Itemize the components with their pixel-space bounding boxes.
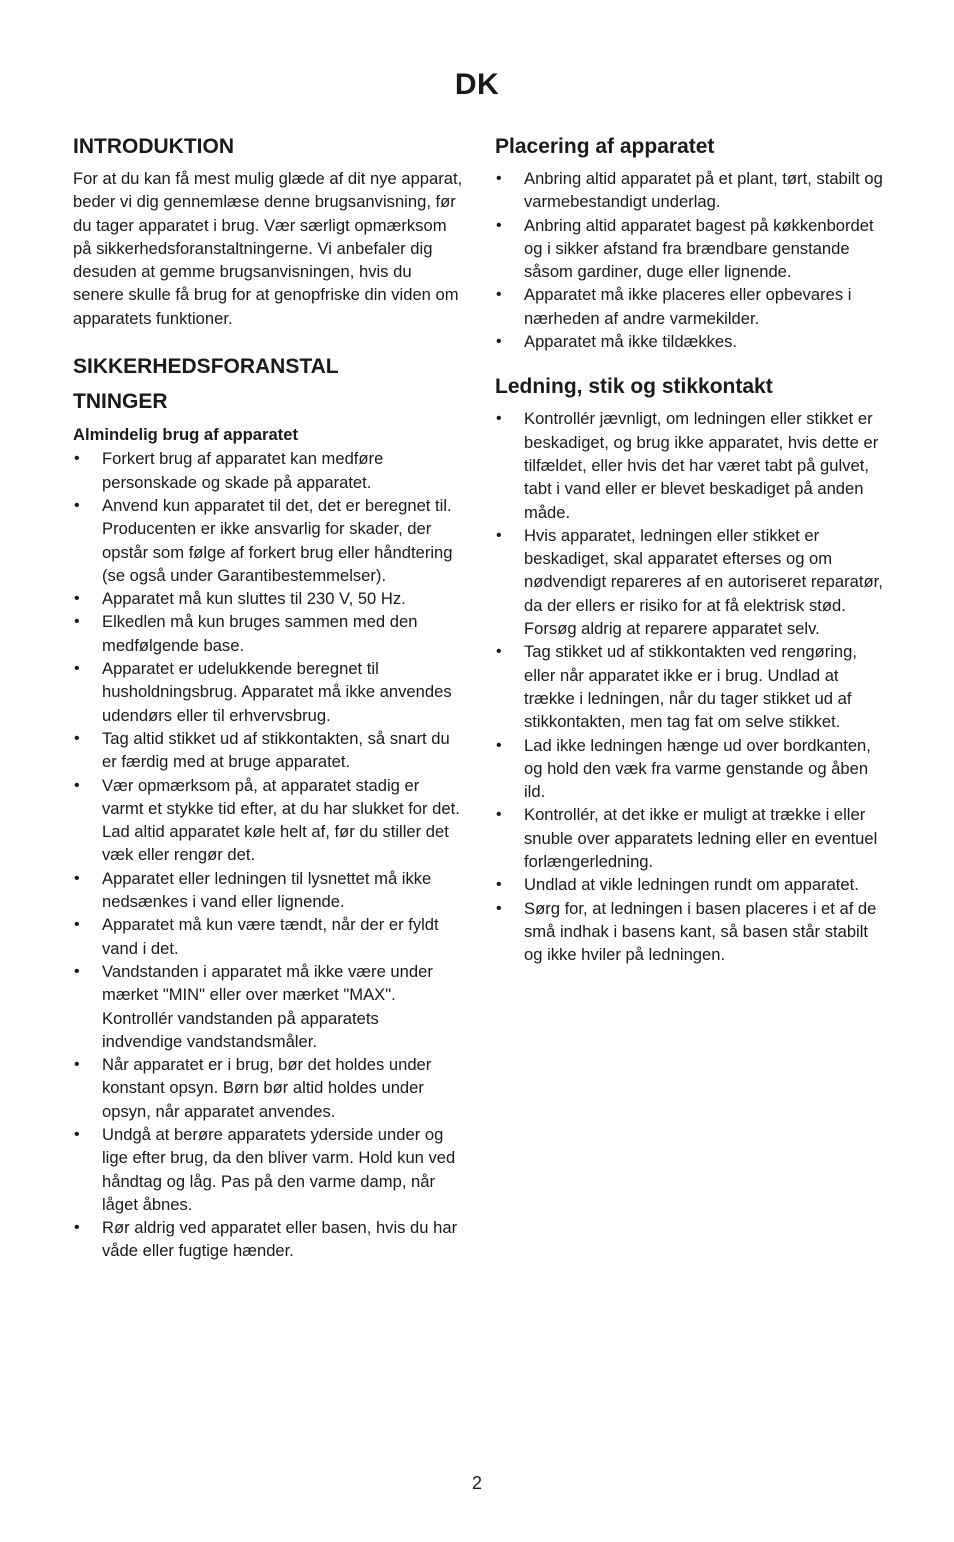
right-column	[495, 132, 885, 967]
bullet-icon: •	[74, 729, 80, 747]
bullet-icon: •	[74, 1056, 80, 1074]
bullet-icon: •	[496, 643, 502, 661]
list-item-text: Anbring altid apparatet bagest på køkkenbordet og i sikker afstand fra brændbare genstande såsom gardiner, duge eller lignende.	[524, 215, 874, 282]
list-item-text: Hvis apparatet, ledningen eller stikket er beskadiget, skal apparatet efterses og om nødvendigt repareres af en autoriseret reparatør, da der ellers er risiko for at få elektrisk stød. Forsøg aldrig at reparere apparatet selv.	[524, 525, 883, 639]
list-item	[495, 407, 885, 523]
list-item	[73, 1053, 463, 1123]
bullet-icon: •	[74, 962, 80, 980]
list-item	[495, 330, 885, 353]
placement-heading: Placering af apparatet	[495, 135, 715, 158]
list-item-text: Anbring altid apparatet på et plant, tørt, stabilt og varmebestandigt underlag.	[524, 169, 883, 212]
bullet-icon: •	[74, 1125, 80, 1143]
bullet-icon: •	[496, 806, 502, 824]
bullet-icon: •	[74, 1219, 80, 1237]
list-item	[73, 657, 463, 727]
list-item	[73, 960, 463, 1053]
bullet-icon: •	[74, 916, 80, 934]
bullet-icon: •	[74, 450, 80, 468]
language-code-heading: DK	[454, 68, 500, 101]
cord-heading: Ledning, stik og stikkontakt	[495, 375, 773, 399]
bullet-icon: •	[74, 613, 80, 631]
list-item-text: Apparatet må kun sluttes til 230 V, 50 Hz.	[102, 589, 406, 609]
list-item-text: Tag altid stikket ud af stikkontakten, så snart du er færdig med at bruge apparatet.	[102, 728, 450, 772]
list-item-text: Kontrollér jævnligt, om ledningen eller stikket er beskadiget, og brug ikke apparatet, hvis dette er tilfældet, eller hvis det har været tabt på gulvet, tabt i vand eller er blevet beskadiget på anden måde.	[524, 409, 879, 522]
list-item	[73, 1123, 463, 1216]
list-item-text: Tag stikket ud af stikkontakten ved rengøring, eller når apparatet ikke er i brug. Undlad at trække i ledningen, når du tager stikket ud af stikkontakten, men tag fat om selve stikket.	[524, 642, 857, 732]
list-item	[495, 640, 885, 733]
page-number: 2	[471, 1473, 482, 1493]
list-item	[73, 913, 463, 960]
safety-heading-line1: SIKKERHEDSFORANSTAL	[73, 355, 339, 379]
list-item	[73, 1216, 463, 1263]
bullet-icon: •	[496, 526, 502, 544]
bullet-icon: •	[496, 333, 502, 351]
bullet-icon: •	[74, 869, 80, 887]
safety-heading	[73, 349, 463, 419]
list-item-text: Rør aldrig ved apparatet eller basen, hvis du har våde eller fugtige hænder.	[102, 1218, 458, 1261]
list-item-text: Når apparatet er i brug, bør det holdes under konstant opsyn. Børn bør altid holdes under opsyn, når apparatet anvendes.	[102, 1055, 432, 1121]
bullet-icon: •	[496, 410, 502, 428]
bullet-icon: •	[496, 899, 502, 917]
list-item-text: Vandstanden i apparatet må ikke være under mærket "MIN" eller over mærket "MAX". Kontrollér vandstanden på apparatets indvendige vandstandsmåler.	[102, 961, 433, 1051]
safety-list	[73, 447, 463, 1262]
list-item	[495, 897, 885, 967]
cord-list	[495, 407, 885, 966]
bullet-icon: •	[496, 170, 502, 187]
bullet-icon: •	[74, 660, 80, 678]
list-item-text: Apparatet må ikke tildækkes.	[524, 332, 738, 352]
list-item	[495, 873, 885, 896]
list-item-text: Undlad at vikle ledningen rundt om apparatet.	[524, 875, 859, 895]
list-item-text: Apparatet er udelukkende beregnet til husholdningsbrug. Apparatet må ikke anvendes udendørs eller til erhvervsbrug.	[102, 659, 452, 725]
list-item	[73, 447, 463, 494]
list-item-text: Kontrollér, at det ikke er muligt at trække i eller snuble over apparatets ledning eller en eventuel forlængerledning.	[524, 805, 878, 872]
list-item	[495, 524, 885, 640]
list-item	[73, 727, 463, 774]
placement-section	[495, 132, 885, 353]
list-item-text: Lad ikke ledningen hænge ud over bordkanten, og hold den væk fra varme genstande og åben ild.	[524, 735, 871, 802]
bullet-icon: •	[74, 590, 80, 608]
bullet-icon: •	[74, 776, 80, 794]
bullet-icon: •	[496, 286, 502, 304]
list-item-text: Elkedlen må kun bruges sammen med den medfølgende base.	[102, 612, 418, 655]
bullet-icon: •	[74, 496, 80, 514]
placement-list	[495, 167, 885, 353]
list-item-text: Vær opmærksom på, at apparatet stadig er varmt et stykke tid efter, at du har slukket for det. Lad altid apparatet køle helt af, før du stiller det væk eller rengør det.	[102, 775, 460, 865]
list-item-text: Anvend kun apparatet til det, det er beregnet til. Producenten er ikke ansvarlig for skader, der opstår som følge af forkert brug eller håndtering (se også under Garantibestemmelser).	[102, 495, 453, 585]
safety-heading-line2: TNINGER	[73, 390, 168, 414]
list-item-text: Forkert brug af apparatet kan medføre personskade og skade på apparatet.	[102, 449, 384, 492]
bullet-icon: •	[496, 736, 502, 754]
list-item	[495, 214, 885, 284]
list-item-text: Apparatet må ikke placeres eller opbevares i nærheden af andre varmekilder.	[524, 285, 852, 328]
list-item-text: Sørg for, at ledningen i basen placeres i et af de små indhak i basens kant, så basen står stabilt og ikke hviler på ledningen.	[524, 898, 877, 965]
list-item	[73, 610, 463, 657]
intro-section	[73, 132, 463, 330]
cord-section	[495, 372, 885, 966]
list-item	[73, 587, 463, 610]
list-item	[495, 167, 885, 214]
list-item	[495, 283, 885, 330]
safety-section	[73, 349, 463, 1263]
list-item	[495, 734, 885, 804]
list-item	[495, 803, 885, 873]
intro-text: For at du kan få mest mulig glæde af dit nye apparat, beder vi dig gennemlæse denne brugsanvisning, før du tager apparatet i brug. Vær særligt opmærksom på sikkerhedsforanstaltningerne. Vi anbefaler dig desuden at gemme brugsanvisningen, hvis du senere skulle få brug for at genopfriske din viden om apparatets funktioner.	[73, 169, 463, 328]
list-item	[73, 867, 463, 914]
left-column	[73, 132, 463, 1263]
list-item	[73, 774, 463, 867]
intro-heading: INTRODUKTION	[73, 135, 234, 158]
general-use-subheading: Almindelig brug af apparatet	[73, 425, 298, 445]
bullet-icon: •	[496, 216, 502, 234]
bullet-icon: •	[496, 876, 502, 894]
list-item-text: Apparatet eller ledningen til lysnettet må ikke nedsænkes i vand eller lignende.	[102, 868, 432, 912]
list-item	[73, 494, 463, 587]
list-item-text: Apparatet må kun være tændt, når der er fyldt vand i det.	[102, 915, 439, 958]
list-item-text: Undgå at berøre apparatets yderside under og lige efter brug, da den bliver varm. Hold kun ved håndtag og låg. Pas på den varme damp, når låget åbnes.	[102, 1124, 456, 1214]
